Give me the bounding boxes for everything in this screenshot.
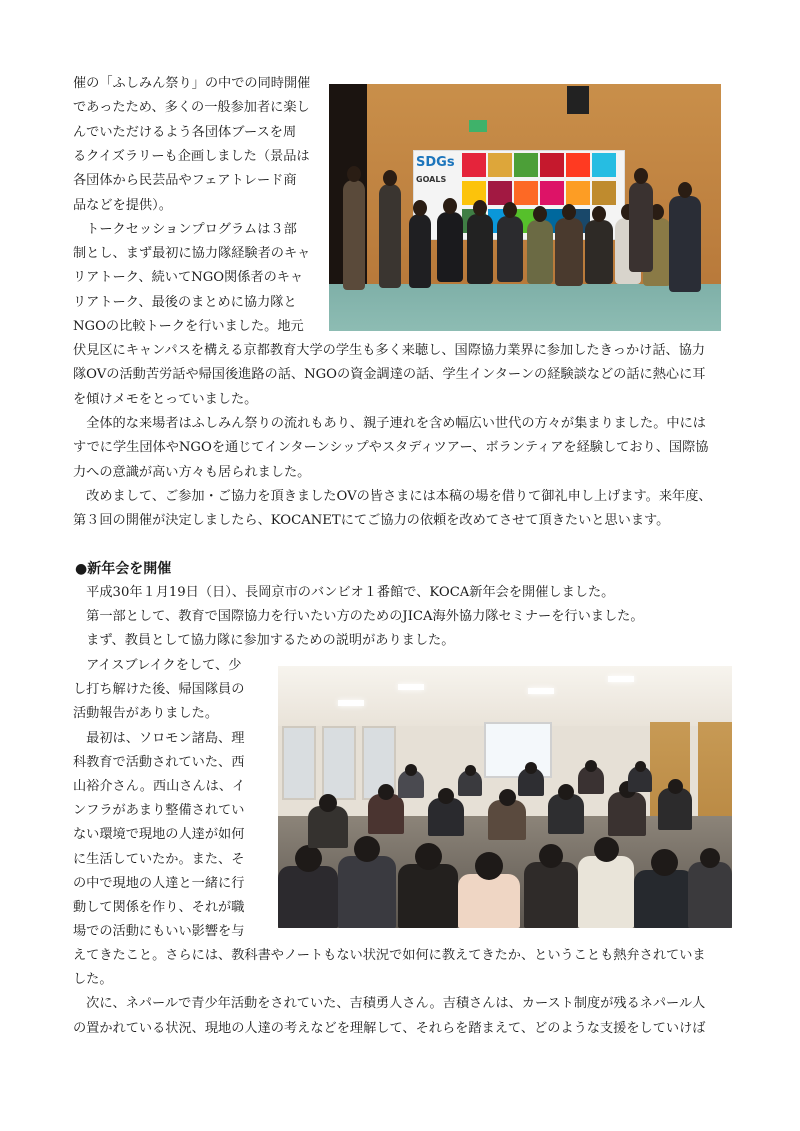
seminar-photo — [278, 666, 732, 928]
attendee — [658, 788, 692, 830]
person-head — [473, 200, 487, 216]
attendee-head — [635, 761, 646, 772]
text-line: の中で現地の人達と一緒に行 — [73, 875, 245, 891]
attendee — [608, 792, 646, 836]
sdg-goal-tile — [592, 153, 616, 177]
text-line: 品などを提供）。 — [73, 197, 172, 213]
attendee-head — [378, 784, 394, 800]
attendee-head — [651, 849, 678, 876]
text-line: ない環境で現地の人達が如何 — [73, 827, 245, 843]
attendee — [308, 806, 348, 848]
text-line: 第３回の開催が決定しましたら、KOCANETにてご協力の依頼を改めてさせて頂きたいと思います。 — [73, 513, 670, 529]
attendee-head — [438, 788, 454, 804]
attendee — [278, 866, 338, 928]
attendee-head — [295, 845, 322, 872]
person-head — [592, 206, 606, 222]
attendee-head — [354, 836, 380, 862]
attendee-head — [539, 844, 563, 868]
sdgs-logo: SDGs GOALS — [416, 155, 455, 184]
attendee-head — [594, 837, 619, 862]
person — [629, 182, 653, 272]
ceiling-light-icon — [528, 688, 554, 694]
text-line: すでに学生団体やNGOを通じてインターンシップやスタディツアー、ボランティアを経験しており、国際協 — [73, 440, 709, 456]
attendee — [688, 862, 732, 928]
person — [343, 180, 365, 290]
text-line: まず、教員として協力隊に参加するための説明がありました。 — [73, 633, 455, 649]
person — [585, 220, 613, 284]
text-line: NGOの比較トークを行いました。地元 — [73, 319, 304, 334]
text-line: 隊OVの活動苦労話や帰国後進路の話、NGOの資金調達の話、学生インターンの経験談などの話に熱心に耳 — [73, 367, 706, 383]
text-line: であったため、多くの一般参加者に楽し — [73, 100, 310, 116]
exit-sign-icon — [469, 120, 487, 132]
attendee — [634, 870, 694, 928]
attendee-head — [415, 843, 442, 870]
ceiling — [278, 666, 732, 726]
attendee — [488, 800, 526, 840]
text-line: 伏見区にキャンパスを構える京都教育大学の学生も多く来聴し、国際協力業界に参加したきっかけ話、協力 — [73, 343, 706, 358]
text-line: 最初は、ソロモン諸島、理 — [73, 730, 245, 746]
person — [409, 214, 431, 288]
text-line: アイスブレイクをして、少 — [73, 658, 242, 673]
attendee-head — [499, 789, 516, 806]
sdg-goal-tile — [566, 153, 590, 177]
text-line: 活動報告がありました。 — [73, 706, 219, 722]
person — [555, 218, 583, 286]
attendee — [398, 864, 458, 928]
attendee — [458, 874, 520, 928]
text-line: 第一部として、教育で国際協力を行いたい方のためのJICA海外協力隊セミナーを行いました。 — [73, 609, 644, 625]
text-line: リアトーク、最後のまとめに協力隊と — [73, 294, 297, 310]
sdg-goal-tile — [462, 153, 486, 177]
attendee-head — [700, 848, 720, 868]
sdg-goal-tile — [566, 181, 590, 205]
text-line: リアトーク、続いてNGO関係者のキャ — [73, 270, 304, 286]
attendee-head — [558, 784, 574, 800]
window — [282, 726, 316, 800]
attendee — [548, 794, 584, 834]
person-head — [443, 198, 457, 214]
text-line: に生活していたか。また、そ — [73, 851, 245, 867]
text-line: の置かれている状況、現地の人達の考えなどを理解して、それらを踏まえて、どのような支援をしていけば — [73, 1020, 706, 1036]
sdg-goal-tile — [488, 153, 512, 177]
text-line: 改めまして、ご参加・ご協力を頂きましたOVの皆さまには本稿の場を借りて御礼申し上げます。来年度、 — [73, 488, 712, 504]
window — [322, 726, 356, 800]
text-line: を傾けメモをとっていました。 — [73, 391, 258, 407]
attendee — [338, 856, 396, 928]
ceiling-light-icon — [398, 684, 424, 690]
text-line: 制とし、まず最初に協力隊経験者のキャ — [73, 246, 311, 262]
text-line: んでいただけるよう各団体ブースを周 — [73, 124, 297, 140]
text-line: えてきたこと。さらには、教科書やノートもない状況で如何に教えてきたか、ということも熱弁されていま — [73, 948, 706, 963]
projection-screen — [484, 722, 552, 778]
person-head — [678, 182, 692, 198]
person-head — [383, 170, 397, 186]
attendee — [578, 856, 634, 928]
person — [497, 216, 523, 282]
section-heading: ●新年会を開催 — [75, 561, 172, 577]
sdg-goal-tile — [540, 181, 564, 205]
person-head — [562, 204, 576, 220]
attendee-head — [475, 852, 503, 880]
sdg-goal-tile — [540, 153, 564, 177]
ceiling-light-icon — [338, 700, 364, 706]
text-line: し打ち解けた後、帰国隊員の — [73, 682, 245, 698]
attendee-head — [585, 760, 597, 772]
text-line: 催の「ふしみん祭り」の中での同時開催 — [73, 76, 311, 91]
person-head — [413, 200, 427, 216]
group-photo-sdgs — [329, 84, 721, 331]
text-line: 全体的な来場者はふしみん祭りの流れもあり、親子連れを含め幅広い世代の方々が集まりました。中には — [73, 415, 706, 431]
text-line: 力への意識が高い方々も居られました。 — [73, 464, 311, 480]
text-line: 動して関係を作り、それが職 — [73, 900, 245, 915]
speaker-icon — [567, 86, 589, 114]
attendee — [368, 794, 404, 834]
floor — [329, 284, 721, 331]
person-head — [634, 168, 648, 184]
text-line: 次に、ネパールで青少年活動をされていた、吉積勇人さん。吉積さんは、カースト制度が残るネパール人 — [73, 996, 706, 1012]
attendee — [524, 862, 578, 928]
text-line: ンフラがあまり整備されてい — [73, 803, 245, 819]
attendee-head — [405, 764, 417, 776]
text-line: 平成30年１月19日（日）、長岡京市のバンビオ１番館で、KOCA新年会を開催しました。 — [73, 585, 615, 600]
text-line: るクイズラリーも企画しました（景品は — [73, 148, 310, 164]
text-line: した。 — [73, 972, 113, 988]
person-head — [503, 202, 517, 218]
sdg-goal-tile — [592, 181, 616, 205]
text-line: 場での活動にもいい影響を与 — [73, 924, 245, 940]
attendee-head — [319, 794, 337, 812]
attendee-head — [465, 765, 476, 776]
ceiling-light-icon — [608, 676, 634, 682]
person — [669, 196, 701, 292]
text-line: 各団体から民芸品やフェアトレード商 — [73, 173, 297, 189]
person-head — [347, 166, 361, 182]
sdg-goal-tile — [514, 181, 538, 205]
text-line: 山裕介さん。西山さんは、イ — [73, 779, 246, 794]
attendee-head — [668, 779, 683, 794]
person — [379, 184, 401, 288]
person — [467, 214, 493, 284]
text-line: トークセッションプログラムは３部 — [73, 221, 297, 237]
text-line: 科教育で活動されていた、西 — [73, 754, 245, 770]
person-head — [533, 206, 547, 222]
person — [437, 212, 463, 282]
sdg-goal-tile — [514, 153, 538, 177]
person — [527, 220, 553, 284]
attendee-head — [525, 762, 537, 774]
